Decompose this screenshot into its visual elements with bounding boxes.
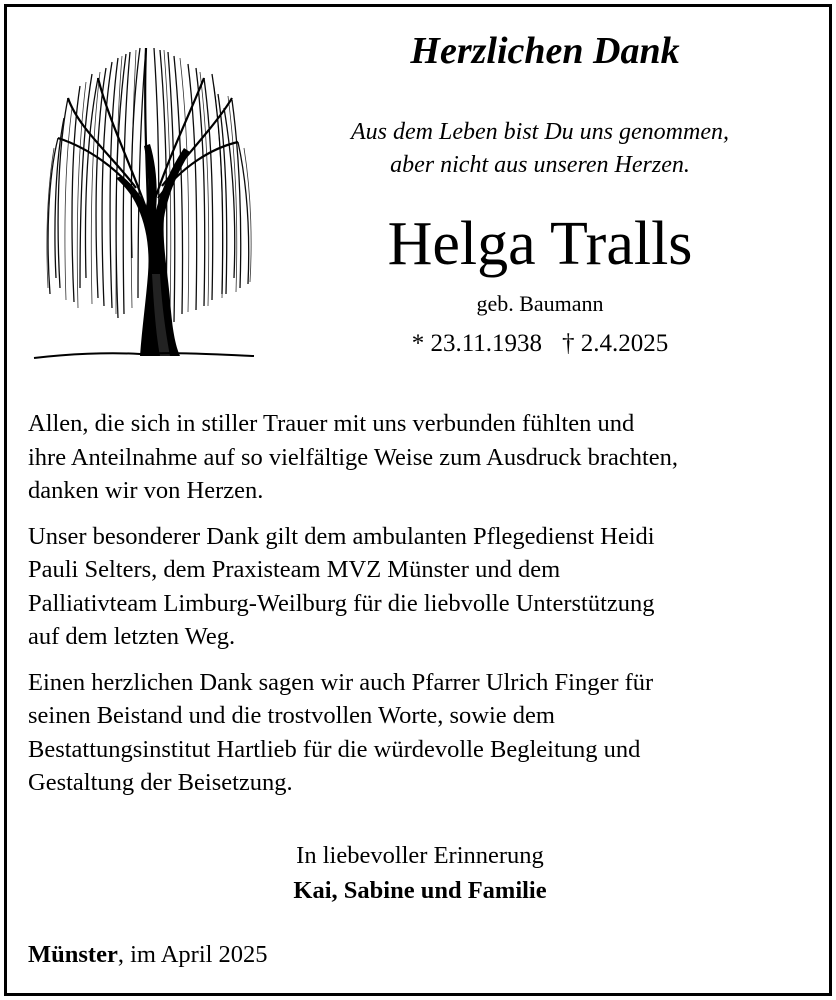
thanks-text bbox=[28, 407, 818, 812]
weeping-willow-icon bbox=[28, 38, 260, 360]
text-line: Palliativteam Limburg-Weilburg für die liebvolle Unterstützung bbox=[28, 589, 655, 617]
deceased-name: Helga Tralls bbox=[387, 210, 693, 278]
text-line: seinen Beistand und die trostvollen Worte, sowie dem bbox=[28, 702, 555, 729]
city: Münster bbox=[28, 941, 118, 968]
closing-text: In liebevoller Erinnerung bbox=[296, 842, 544, 869]
text-line: Einen herzlichen Dank sagen wir auch Pfarrer Ulrich Finger für bbox=[28, 668, 654, 696]
paragraph bbox=[28, 666, 818, 800]
place-date bbox=[28, 938, 268, 972]
paragraph bbox=[28, 407, 818, 508]
text-line: danken wir von Herzen. bbox=[28, 477, 264, 504]
paragraph bbox=[28, 520, 818, 654]
text-line: auf dem letzten Weg. bbox=[28, 623, 236, 650]
quote-line: aber nicht aus unseren Herzen. bbox=[390, 152, 690, 178]
memorial-quote bbox=[290, 116, 790, 182]
text-line: Bestattungsinstitut Hartlieb für die würdevolle Begleitung und bbox=[28, 735, 641, 763]
closing-block bbox=[120, 838, 720, 908]
birth-date: * 23.11.1938 bbox=[411, 330, 543, 357]
date-text: , im April 2025 bbox=[117, 941, 268, 968]
death-date: † 2.4.2025 bbox=[562, 330, 669, 357]
text-line: Gestaltung der Beisetzung. bbox=[28, 769, 293, 796]
text-line: ihre Anteilnahme auf so vielfältige Weise zum Ausdruck brachten, bbox=[28, 443, 679, 471]
text-line: Pauli Selters, dem Praxisteam MVZ Münster und dem bbox=[28, 556, 561, 583]
text-line: Unser besonderer Dank gilt dem ambulanten Pflegedienst Heidi bbox=[28, 522, 655, 550]
notice-title: Herzlichen Dank bbox=[410, 30, 680, 72]
text-line: Allen, die sich in stiller Trauer mit uns verbunden fühlten und bbox=[28, 410, 635, 437]
signature: Kai, Sabine und Familie bbox=[293, 877, 547, 904]
life-dates bbox=[330, 327, 750, 361]
maiden-name: geb. Baumann bbox=[476, 291, 604, 316]
quote-line: Aus dem Leben bist Du uns genommen, bbox=[351, 119, 729, 145]
